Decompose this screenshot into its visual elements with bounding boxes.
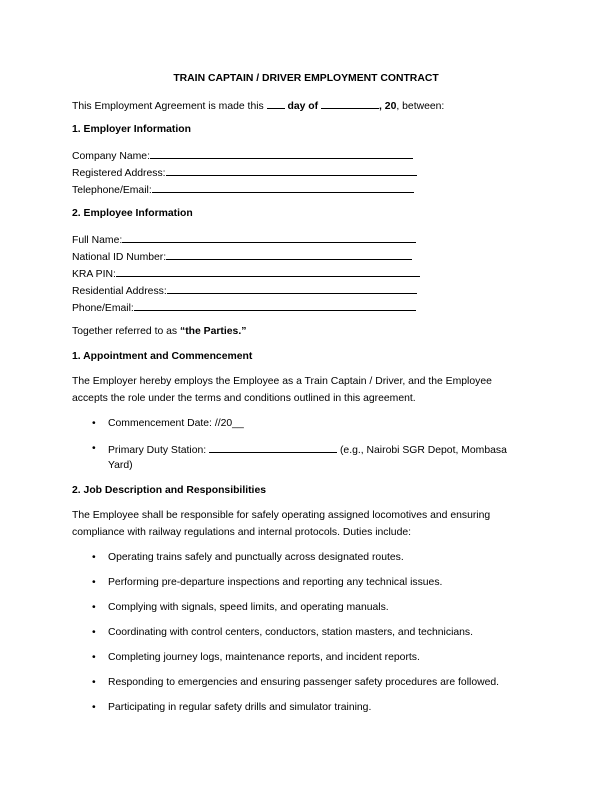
bullet: • [92,677,96,688]
field-label: KRA PIN: [72,269,116,280]
appointment-para-line1: The Employer hereby employs the Employee as a Train Captain / Driver, and the Employee [72,376,492,387]
bullet: • [92,443,96,454]
bullet: • [92,552,96,563]
field-label: Registered Address: [72,168,166,179]
employer-field-address [72,165,417,180]
intro-year: , 20 [379,101,397,112]
duty-prefix: Primary Duty Station: [108,445,207,456]
field-label: Phone/Email: [72,303,134,314]
intro-line [72,98,444,113]
bullet: • [92,418,96,429]
employee-field-nationalid [72,249,412,264]
phone-email-blank[interactable] [134,300,416,311]
appointment-para-line2: accepts the role under the terms and conditions outlined in this agreement. [72,393,416,404]
employee-field-phone [72,300,416,315]
duty-item: Complying with signals, speed limits, and operating manuals. [108,602,389,613]
field-label: National ID Number: [72,252,167,263]
duty-station-blank[interactable] [209,442,337,453]
contract-title: TRAIN CAPTAIN / DRIVER EMPLOYMENT CONTRACT [173,73,439,84]
employee-heading: 2. Employee Information [72,208,193,219]
employee-field-krapin [72,266,420,281]
telephone-email-blank[interactable] [152,182,414,193]
intro-day-of: day of [287,101,319,112]
appointment-heading: 1. Appointment and Commencement [72,351,253,362]
parties-line [72,325,246,338]
bullet: • [92,577,96,588]
bullet: • [92,602,96,613]
intro-prefix: This Employment Agreement is made this [72,101,264,112]
duty-line2: Yard) [108,460,133,471]
parties-prefix: Together referred to as [72,326,178,337]
job-heading: 2. Job Description and Responsibilities [72,485,266,496]
day-blank[interactable] [267,98,285,109]
kra-pin-blank[interactable] [116,266,420,277]
registered-address-blank[interactable] [166,165,417,176]
month-blank[interactable] [321,98,379,109]
duty-item: Coordinating with control centers, conductors, station masters, and technicians. [108,627,474,638]
duty-item: Performing pre-departure inspections and reporting any technical issues. [108,577,443,588]
employer-field-company [72,148,413,163]
employer-field-telephone [72,182,414,197]
duty-item: Responding to emergencies and ensuring passenger safety procedures are followed. [108,677,500,688]
employee-field-residential [72,283,417,298]
bullet: • [92,652,96,663]
field-label: Residential Address: [72,286,167,297]
employee-field-fullname [72,232,416,247]
company-name-blank[interactable] [150,148,413,159]
duty-suffix: (e.g., Nairobi SGR Depot, Mombasa [339,445,507,456]
duty-item: Participating in regular safety drills and simulator training. [108,702,372,713]
duty-item: Completing journey logs, maintenance reports, and incident reports. [108,652,420,663]
employer-heading: 1. Employer Information [72,124,191,135]
job-para-line2: compliance with railway regulations and internal protocols. Duties include: [72,527,412,538]
full-name-blank[interactable] [122,232,416,243]
commencement-date: Commencement Date: //20__ [108,418,244,429]
bullet: • [92,702,96,713]
job-para-line1: The Employee shall be responsible for safely operating assigned locomotives and ensuring [72,510,491,521]
duty-item: Operating trains safely and punctually across designated routes. [108,552,404,563]
national-id-blank[interactable] [166,249,412,260]
field-label: Full Name: [72,235,123,246]
parties-bold: “the Parties.” [180,326,247,337]
intro-suffix: , between: [396,101,445,112]
bullet: • [92,627,96,638]
field-label: Telephone/Email: [72,185,152,196]
field-label: Company Name: [72,151,150,162]
duty-station-line [108,442,507,457]
residential-address-blank[interactable] [167,283,417,294]
